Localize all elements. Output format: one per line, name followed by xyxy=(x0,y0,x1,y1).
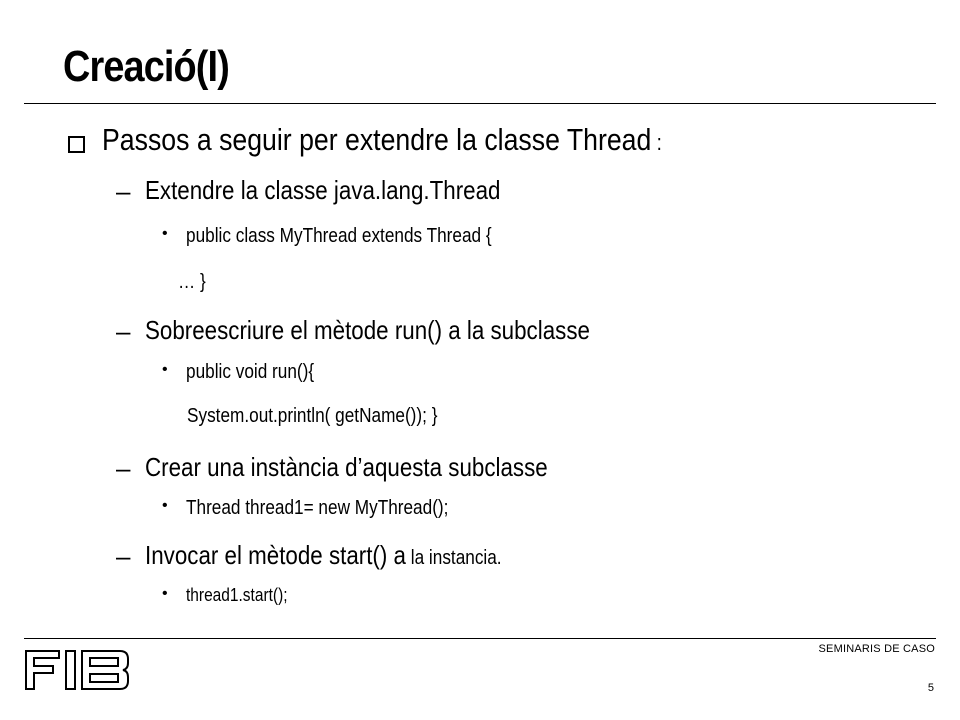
dash-bullet-icon: – xyxy=(116,316,131,346)
dash-bullet-icon: – xyxy=(116,541,131,571)
step-override-run: Sobreescriure el mètode run() a la subclasse xyxy=(145,315,590,345)
code-line-start-call: thread1.start(); xyxy=(186,585,288,605)
title-divider xyxy=(24,103,936,104)
code-line-run-decl: public void run(){ xyxy=(186,361,315,383)
code-line-run-body: System.out.println( getName()); } xyxy=(187,405,438,427)
step-invoke-start: Invocar el mètode start() a la instancia. xyxy=(145,540,502,570)
dash-bullet-icon: – xyxy=(116,453,131,483)
step-extend-class: Extendre la classe java.lang.Thread xyxy=(145,175,501,205)
main-bullet-text: Passos a seguir per extendre la classe Thread : xyxy=(102,122,662,157)
dot-bullet-icon: • xyxy=(162,497,168,514)
square-bullet-icon xyxy=(68,136,85,153)
footer-label: SEMINARIS DE CASO xyxy=(818,643,935,655)
dash-bullet-icon: – xyxy=(116,176,131,206)
code-line-class-decl: public class MyThread extends Thread { xyxy=(186,225,492,247)
dot-bullet-icon: • xyxy=(162,361,168,378)
dot-bullet-icon: • xyxy=(162,225,168,242)
footer-divider xyxy=(24,638,936,639)
step-create-instance: Crear una instància d’aquesta subclasse xyxy=(145,452,548,482)
code-line-class-close: … } xyxy=(178,271,206,293)
dot-bullet-icon: • xyxy=(162,585,168,602)
code-line-new-thread: Thread thread1= new MyThread(); xyxy=(186,497,449,519)
fib-logo xyxy=(24,648,132,692)
slide-title: Creació(I) xyxy=(63,42,229,91)
page-number: 5 xyxy=(927,682,934,694)
